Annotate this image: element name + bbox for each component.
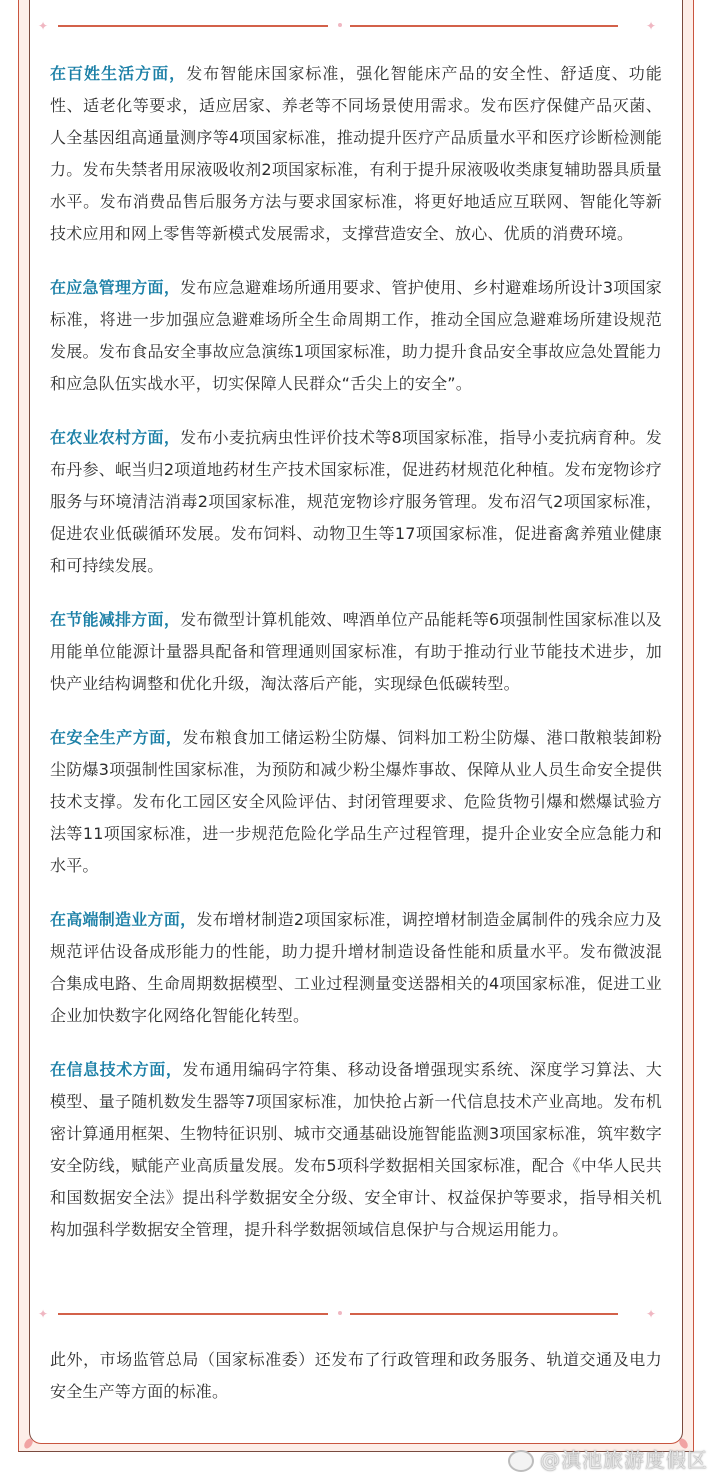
section-text: 发布增材制造2项国家标准，调控增材制造金属制件的残余应力及规范评估设备成形能力的性能，助力提升增材制造设备性能和质量水平。发布微波混合集成电路、生命周期数据模型、工业过程测量变送器相关的4项国家标准，促进工业企业加快数字化网络化智能化转型。	[50, 910, 662, 1025]
weibo-icon	[508, 1450, 534, 1472]
sparkle-icon: ✦	[646, 19, 657, 33]
section-information-technology	[50, 1054, 662, 1246]
divider-line-left	[58, 1313, 328, 1315]
divider-line-right	[350, 1313, 618, 1315]
sparkle-icon: ✦	[38, 1307, 49, 1321]
section-emergency-management	[50, 272, 662, 400]
divider-line-right	[350, 25, 618, 27]
section-lead: 在百姓生活方面，	[50, 64, 187, 83]
section-text: 发布应急避难场所通用要求、管护使用、乡村避难场所设计3项国家标准，将进一步加强应急避难场所全生命周期工作，推动全国应急避难场所建设规范发展。发布食品安全事故应急演练1项国家标准，助力提升食品安全事故应急处置能力和应急队伍实战水平，切实保障人民群众“舌尖上的安全”。	[50, 278, 662, 393]
section-daily-life	[50, 58, 662, 250]
section-high-end-manufacturing	[50, 904, 662, 1032]
section-text: 发布智能床国家标准，强化智能床产品的安全性、舒适度、功能性、适老化等要求，适应居家、养老等不同场景使用需求。发布医疗保健产品灭菌、人全基因组高通量测序等4项国家标准，推动提升医疗产品质量水平和医疗诊断检测能力。发布失禁者用尿液吸收剂2项国家标准，有利于提升尿液吸收类康复辅助器具质量水平。发布消费品售后服务方法与要求国家标准，将更好地适应互联网、智能化等新技术应用和网上零售等新模式发展需求，支撑营造安全、放心、优质的消费环境。	[50, 64, 662, 243]
sparkle-icon: ✦	[646, 1307, 657, 1321]
section-agriculture	[50, 422, 662, 582]
section-text: 发布小麦抗病虫性评价技术等8项国家标准，指导小麦抗病育种。发布丹参、岷当归2项道地药材生产技术国家标准，促进药材规范化种植。发布宠物诊疗服务与环境清洁消毒2项国家标准，规范宠物诊疗服务管理。发布沼气2项国家标准，促进农业低碳循环发展。发布饲料、动物卫生等17项国家标准，促进畜禽养殖业健康和可持续发展。	[50, 428, 662, 575]
closing-block	[50, 1344, 662, 1430]
watermark	[508, 1448, 708, 1473]
top-divider	[38, 20, 674, 32]
section-lead: 在节能减排方面，	[50, 610, 181, 629]
sparkle-icon: ✦	[38, 19, 49, 33]
bottom-divider	[38, 1308, 674, 1320]
section-lead: 在应急管理方面，	[50, 278, 181, 297]
dot-icon	[338, 1311, 342, 1315]
section-lead: 在农业农村方面，	[50, 428, 181, 447]
section-text: 发布粮食加工储运粉尘防爆、饲料加工粉尘防爆、港口散粮装卸粉尘防爆3项强制性国家标准，为预防和减少粉尘爆炸事故、保障从业人员生命安全提供技术支撑。发布化工园区安全风险评估、封闭管理要求、危险货物引爆和燃爆试验方法等11项国家标准，进一步规范危险化学品生产过程管理，提升企业安全应急能力和水平。	[50, 728, 662, 875]
section-text: 发布微型计算机能效、啤酒单位产品能耗等6项强制性国家标准以及用能单位能源计量器具配备和管理通则国家标准，有助于推动行业节能技术进步，加快产业结构调整和优化升级，淘汰落后产能，实现绿色低碳转型。	[50, 610, 662, 693]
section-energy-saving	[50, 604, 662, 700]
section-lead: 在信息技术方面，	[50, 1060, 183, 1079]
section-lead: 在高端制造业方面，	[50, 910, 197, 929]
section-lead: 在安全生产方面，	[50, 728, 183, 747]
closing-paragraph: 此外，市场监管总局（国家标准委）还发布了行政管理和政务服务、轨道交通及电力安全生产等方面的标准。	[50, 1350, 662, 1401]
divider-line-left	[58, 25, 328, 27]
article-body	[50, 58, 662, 1268]
watermark-text: @滇池旅游度假区	[540, 1447, 708, 1472]
section-text: 发布通用编码字符集、移动设备增强现实系统、深度学习算法、大模型、量子随机数发生器等7项国家标准，加快抢占新一代信息技术产业高地。发布机密计算通用框架、生物特征识别、城市交通基础设施智能监测3项国家标准，筑牢数字安全防线，赋能产业高质量发展。发布5项科学数据相关国家标准，配合《中华人民共和国数据安全法》提出科学数据安全分级、安全审计、权益保护等要求，指导相关机构加强科学数据安全管理，提升科学数据领域信息保护与合规运用能力。	[50, 1060, 662, 1239]
section-safety-production	[50, 722, 662, 882]
dot-icon	[338, 23, 342, 27]
